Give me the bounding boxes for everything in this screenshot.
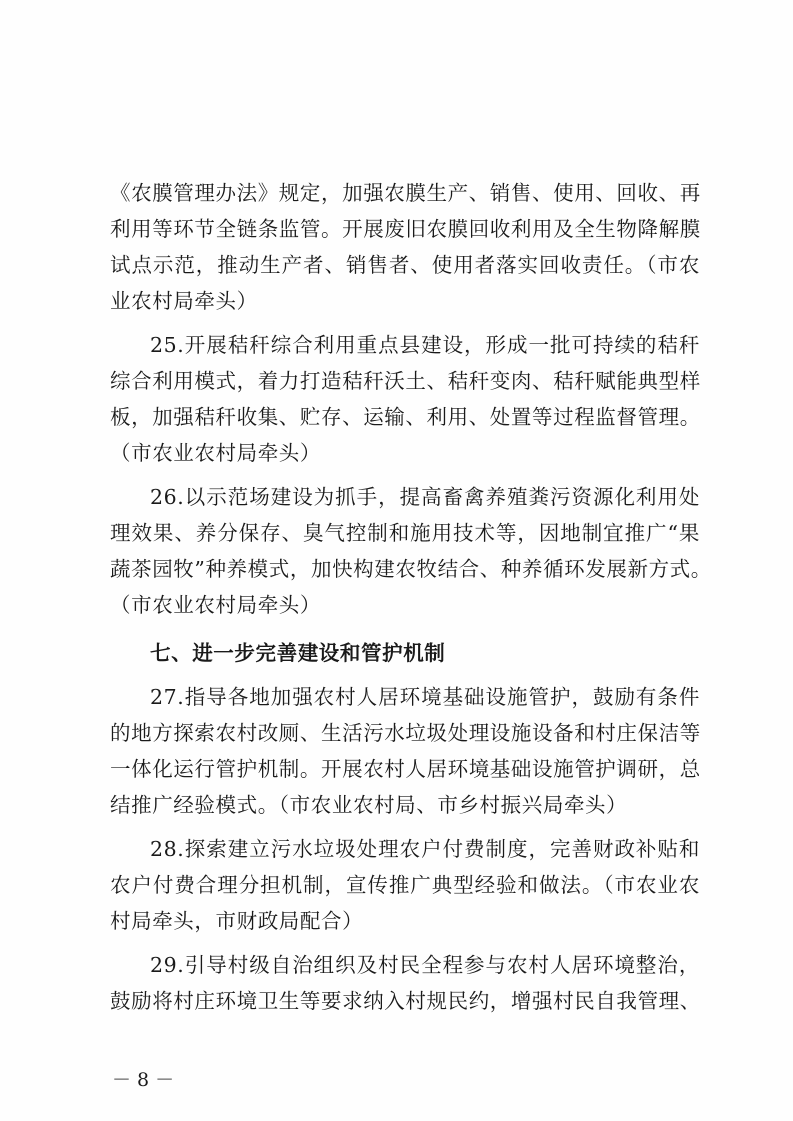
paragraph-28-first-line: 28.探索建立污水垃圾处理农户付费制度，完善财政补贴和 <box>150 837 700 861</box>
body-line: 理效果、养分保存、臭气控制和施用技术等，因地制宜推广“果 <box>110 521 700 545</box>
body-line: 板，加强秸秆收集、贮存、运输、利用、处置等过程监督管理。 <box>110 405 701 429</box>
body-line: 业农村局牵头） <box>110 289 258 313</box>
body-line: 结推广经验模式。（市农业农村局、市乡村振兴局牵头） <box>110 793 628 817</box>
paragraph-25-first-line: 25.开展秸秆综合利用重点县建设，形成一批可持续的秸秆 <box>150 333 700 357</box>
body-line: 利用等环节全链条监管。开展废旧农膜回收利用及全生物降解膜 <box>110 217 701 241</box>
body-line: 村局牵头，市财政局配合） <box>110 909 364 933</box>
body-line: 的地方探索农村改厕、生活污水垃圾处理设施设备和村庄保洁等 <box>110 721 701 745</box>
body-line: 一体化运行管护机制。开展农村人居环境基础设施管护调研，总 <box>110 757 701 781</box>
body-line: 《农膜管理办法》规定，加强农膜生产、销售、使用、回收、再 <box>110 181 701 205</box>
page-number: － 8 － <box>112 1069 175 1091</box>
paragraph-29-first-line: 29.引导村级自治组织及村民全程参与农村人居环境整治， <box>150 953 700 977</box>
body-line: 综合利用模式，着力打造秸秆沃土、秸秆变肉、秸秆赋能典型样 <box>110 369 701 393</box>
paragraph-26-first-line: 26.以示范场建设为抓手，提高畜禽养殖粪污资源化利用处 <box>150 485 700 509</box>
body-line: 蔬茶园牧”种养模式，加快构建农牧结合、种养循环发展新方式。 <box>110 557 712 581</box>
body-line: 鼓励将村庄环境卫生等要求纳入村规民约，增强村民自我管理、 <box>110 989 701 1013</box>
body-line: （市农业农村局牵头） <box>110 593 321 617</box>
body-line: 农户付费合理分担机制，宣传推广典型经验和做法。（市农业农 <box>110 873 700 897</box>
body-line: 试点示范，推动生产者、销售者、使用者落实回收责任。（市农 <box>110 253 700 277</box>
body-line: （市农业农村局牵头） <box>110 441 321 465</box>
section-heading: 七、进一步完善建设和管护机制 <box>150 641 446 665</box>
paragraph-27-first-line: 27.指导各地加强农村人居环境基础设施管护，鼓励有条件 <box>150 685 700 709</box>
